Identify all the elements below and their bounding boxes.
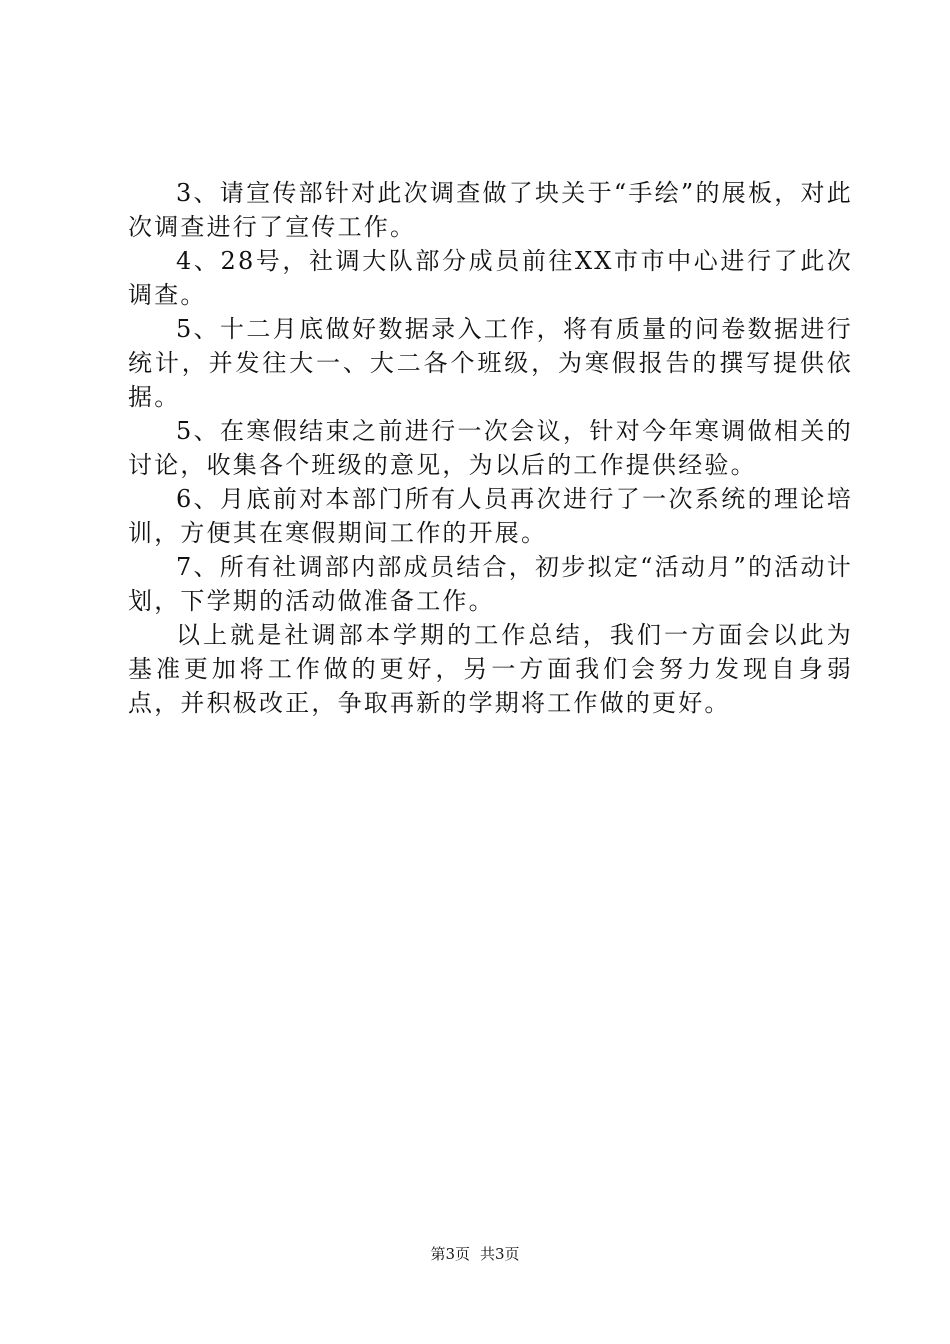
page-footer <box>0 1244 950 1264</box>
paragraph-item-3: 3、请宣传部针对此次调查做了块关于“手绘”的展板，对此次调查进行了宣传工作。 <box>128 179 853 241</box>
paragraph-item-5b: 5、在寒假结束之前进行一次会议，针对今年寒调做相关的讨论，收集各个班级的意见，为以后的工作提供经验。 <box>128 417 853 479</box>
document-body <box>128 176 853 720</box>
paragraph-summary: 以上就是社调部本学期的工作总结，我们一方面会以此为基准更加将工作做的更好，另一方面我们会努力发现自身弱点，并积极改正，争取再新的学期将工作做的更好。 <box>128 621 853 717</box>
paragraph-item-4: 4、28号，社调大队部分成员前往XX市市中心进行了此次调查。 <box>128 247 853 309</box>
page-number-total: 共3页 <box>480 1245 520 1263</box>
paragraph-item-6: 6、月底前对本部门所有人员再次进行了一次系统的理论培训，方便其在寒假期间工作的开展。 <box>128 485 853 547</box>
paragraph-item-5: 5、十二月底做好数据录入工作，将有质量的问卷数据进行统计，并发往大一、大二各个班级，为寒假报告的撰写提供依据。 <box>128 315 853 411</box>
page-number-current: 第3页 <box>430 1245 470 1263</box>
paragraph-item-7: 7、所有社调部内部成员结合，初步拟定“活动月”的活动计划，下学期的活动做准备工作。 <box>128 553 853 615</box>
